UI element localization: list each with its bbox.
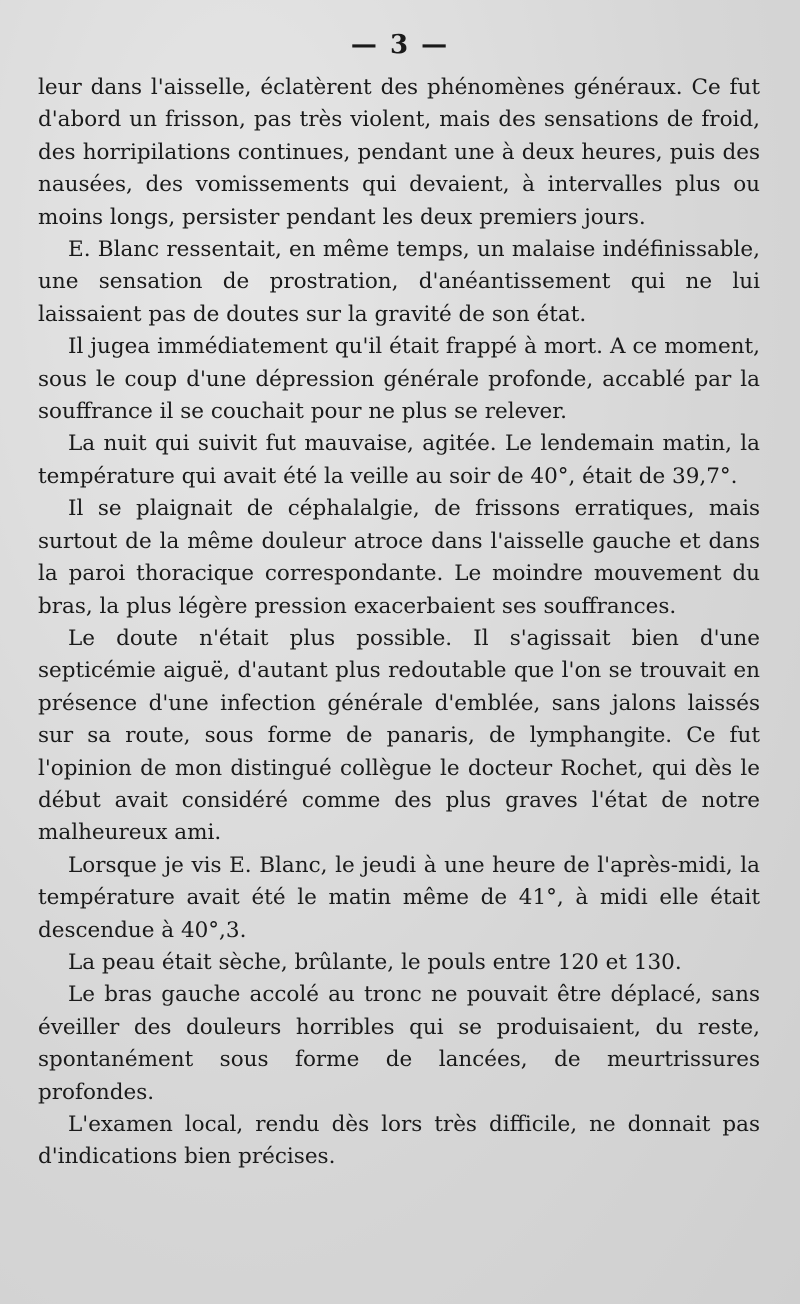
page-number: — 3 — [350, 30, 450, 60]
paragraph: L'examen local, rendu dès lors très difficile, ne donnait pas d'indications bien précises. [38, 1112, 760, 1170]
paragraph: Il jugea immédiatement qu'il était frappé à mort. A ce moment, sous le coup d'une dépression générale profonde, accablé par la souffrance il se couchait pour ne plus se relever. [38, 334, 760, 425]
paragraph: E. Blanc ressentait, en même temps, un malaise indéfinissable, une sensation de prostration, d'anéantissement qui ne lui laissaient pas de doutes sur la gravité de son état. [38, 237, 760, 327]
body-text [38, 72, 760, 1174]
paragraph: La nuit qui suivit fut mauvaise, agitée. Le lendemain matin, la température qui avait été la veille au soir de 40°, était de 39,7°. [38, 431, 760, 489]
paragraph: La peau était sèche, brûlante, le pouls entre 120 et 130. [68, 949, 682, 975]
paragraph: Le bras gauche accolé au tronc ne pouvait être déplacé, sans éveiller des douleurs horribles qui se produisaient, du reste, spontanément sous forme de lancées, de meurtrissures profondes. [38, 982, 760, 1105]
paragraph: Lorsque je vis E. Blanc, le jeudi à une heure de l'après-midi, la température avait été le matin même de 41°, à midi elle était descendue à 40°,3. [38, 852, 760, 943]
paragraph: Il se plaignait de céphalalgie, de frissons erratiques, mais surtout de la même douleur atroce dans l'aisselle gauche et dans la paroi thoracique correspondante. Le moindre mouvement du bras, la plus légère pression exacerbaient ses souffrances. [38, 496, 760, 619]
paragraph-continued: leur dans l'aisselle, éclatèrent des phénomènes généraux. Ce fut d'abord un frisson, pas très violent, mais des sensations de froid, des horripilations continues, pendant une à deux heures, puis des nausées, des vomissements qui devaient, à intervalles plus ou moins longs, persister pendant les deux premiers jours. [38, 75, 760, 230]
paragraph: Le doute n'était plus possible. Il s'agissait bien d'une septicémie aiguë, d'autant plus redoutable que l'on se trouvait en présence d'une infection générale d'emblée, sans jalons laissés sur sa route, sous forme de panaris, de lymphangite. Ce fut l'opinion de mon distingué collègue le docteur Rochet, qui dès le début avait considéré comme des plus graves l'état de notre malheureux ami. [38, 625, 760, 846]
